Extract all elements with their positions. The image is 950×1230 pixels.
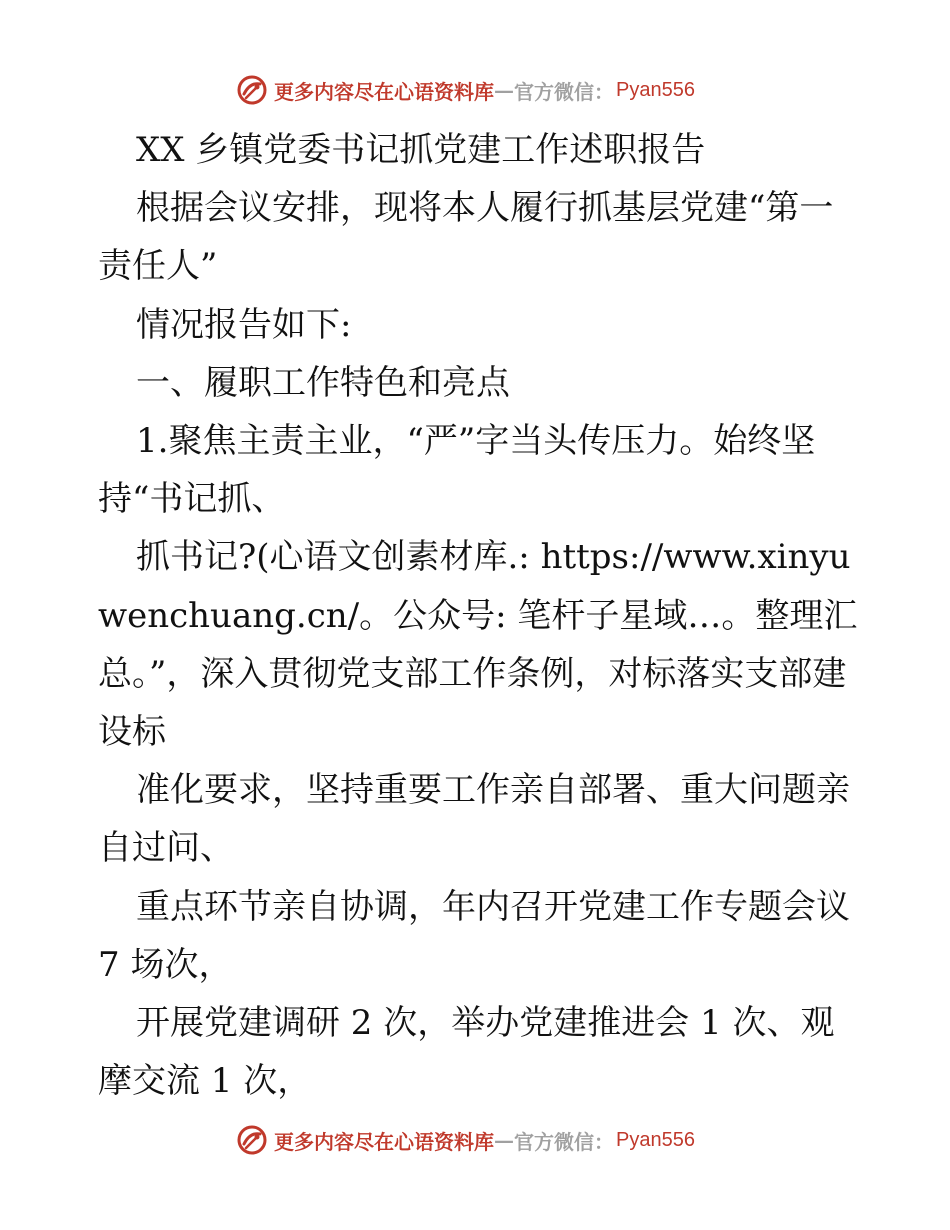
banner-separator: — bbox=[494, 1128, 514, 1152]
header-banner bbox=[236, 72, 695, 108]
paragraph: 重点环节亲自协调，年内召开党建工作专题会议 7 场次， bbox=[98, 886, 850, 985]
paragraph: 抓书记?(心语文创素材库.: https://www.xinyuwenchuang.cn/。公众号: 笔杆子星域…。整理汇总。”，深入贯彻党支部工作条例，对标落实支部建设标 bbox=[98, 537, 858, 753]
section-heading: 一、履职工作特色和亮点 bbox=[136, 362, 510, 403]
paragraph: 1.聚焦主责主业，“严”字当头传压力。始终坚持“书记抓、 bbox=[98, 421, 816, 520]
brand-logo-icon bbox=[236, 74, 268, 106]
banner-wechat-id: Pyan556 bbox=[616, 78, 695, 101]
banner-wechat-id: Pyan556 bbox=[616, 1128, 695, 1151]
footer-banner bbox=[236, 1122, 695, 1158]
paragraph: 准化要求，坚持重要工作亲自部署、重大问题亲自过问、 bbox=[98, 770, 850, 869]
banner-main-text: 更多内容尽在心语资料库 bbox=[274, 79, 494, 104]
paragraph: 情况报告如下: bbox=[136, 304, 352, 345]
document-body bbox=[98, 121, 858, 1110]
brand-logo-icon bbox=[236, 1124, 268, 1156]
banner-main-text: 更多内容尽在心语资料库 bbox=[274, 1129, 494, 1154]
banner-separator: — bbox=[494, 78, 514, 102]
banner-wechat-label: 官方微信： bbox=[514, 79, 614, 104]
banner-wechat-label: 官方微信： bbox=[514, 1129, 614, 1154]
document-title: XX 乡镇党委书记抓党建工作述职报告 bbox=[136, 130, 706, 170]
paragraph: 开展党建调研 2 次，举办党建推进会 1 次、观摩交流 1 次， bbox=[98, 1003, 835, 1102]
paragraph: 根据会议安排，现将本人履行抓基层党建“第一责任人” bbox=[98, 188, 834, 287]
